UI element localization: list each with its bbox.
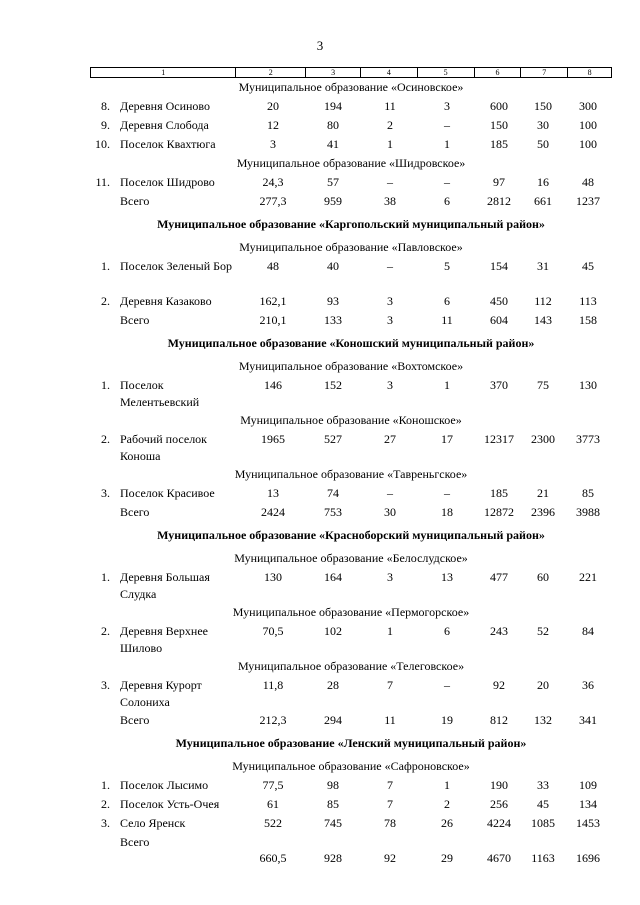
cell-col-5: – bbox=[444, 118, 450, 132]
row-number: 3. bbox=[101, 486, 110, 500]
cell-col-4: 92 bbox=[384, 851, 396, 865]
cell-col-5: 1 bbox=[444, 137, 450, 151]
cell-col-7: 52 bbox=[537, 624, 549, 638]
cell-col-6: 604 bbox=[490, 313, 508, 327]
table-row bbox=[0, 711, 640, 730]
cell-col-2: 130 bbox=[264, 570, 282, 584]
settlement-name: Всего bbox=[120, 313, 150, 327]
cell-col-3: 152 bbox=[324, 378, 342, 392]
cell-col-2: 660,5 bbox=[259, 851, 287, 865]
cell-col-3: 98 bbox=[327, 778, 339, 792]
cell-col-6: 92 bbox=[493, 678, 505, 692]
cell-col-2: 210,1 bbox=[259, 313, 287, 327]
cell-col-3: 40 bbox=[327, 259, 339, 273]
cell-col-6: 4670 bbox=[487, 851, 511, 865]
cell-col-5: 1 bbox=[444, 778, 450, 792]
cell-col-7: 2300 bbox=[531, 432, 555, 446]
cell-col-8: 3773 bbox=[576, 432, 600, 446]
cell-col-4: 7 bbox=[387, 778, 393, 792]
settlement-name: Всего bbox=[120, 713, 150, 727]
cell-col-7: 33 bbox=[537, 778, 549, 792]
settlement-name: Деревня Курорт Солониха bbox=[120, 678, 202, 709]
cell-col-3: 745 bbox=[324, 816, 342, 830]
row-number: 10. bbox=[95, 137, 110, 151]
cell-col-6: 4224 bbox=[487, 816, 511, 830]
cell-col-2: 12 bbox=[267, 118, 279, 132]
cell-col-7: 50 bbox=[537, 137, 549, 151]
settlement-name: Поселок Мелентьевский bbox=[120, 378, 200, 409]
municipality-heading bbox=[0, 154, 640, 173]
table-row bbox=[0, 257, 640, 292]
cell-col-7: 16 bbox=[537, 175, 549, 189]
settlement-name: Поселок Квахтюга bbox=[120, 137, 216, 151]
cell-col-4: 3 bbox=[387, 313, 393, 327]
row-number: 8. bbox=[101, 99, 110, 113]
cell-col-6: 370 bbox=[490, 378, 508, 392]
municipality-heading bbox=[0, 78, 640, 97]
row-number: 1. bbox=[101, 570, 110, 584]
cell-col-7: 60 bbox=[537, 570, 549, 584]
col-header-3: 3 bbox=[306, 68, 361, 77]
cell-col-5: 19 bbox=[441, 713, 453, 727]
settlement-name: Поселок Шидрово bbox=[120, 175, 215, 189]
table-row bbox=[0, 484, 640, 503]
heading-text: Муниципальное образование «Осиновское» bbox=[238, 80, 464, 94]
col-header-8: 8 bbox=[587, 68, 592, 77]
district-heading bbox=[0, 211, 640, 238]
heading-text: Муниципальное образование «Каргопольский муниципальный район» bbox=[157, 217, 545, 231]
cell-col-6: 154 bbox=[490, 259, 508, 273]
cell-col-2: 146 bbox=[264, 378, 282, 392]
cell-col-7: 661 bbox=[534, 194, 552, 208]
table-row bbox=[0, 430, 640, 465]
heading-text: Муниципальное образование «Тавреньгское» bbox=[234, 467, 468, 481]
cell-col-2: 11,8 bbox=[262, 678, 284, 692]
cell-col-8: 100 bbox=[579, 137, 597, 151]
municipality-heading bbox=[0, 549, 640, 568]
cell-col-3: 85 bbox=[327, 797, 339, 811]
cell-col-6: 2812 bbox=[487, 194, 511, 208]
cell-col-4: 11 bbox=[384, 713, 396, 727]
cell-col-4: – bbox=[387, 175, 393, 189]
cell-col-8: 221 bbox=[579, 570, 597, 584]
row-number: 9. bbox=[101, 118, 110, 132]
heading-text: Муниципальное образование «Сафроновское» bbox=[232, 759, 470, 773]
col-header-5: 5 bbox=[418, 68, 475, 77]
cell-col-2: 48 bbox=[267, 259, 279, 273]
cell-col-8: 341 bbox=[579, 713, 597, 727]
table-row bbox=[0, 814, 640, 833]
table-row bbox=[0, 833, 640, 868]
cell-col-7: 21 bbox=[537, 486, 549, 500]
cell-col-4: 78 bbox=[384, 816, 396, 830]
cell-col-2: 3 bbox=[270, 137, 276, 151]
cell-col-5: 11 bbox=[441, 313, 453, 327]
cell-col-4: 3 bbox=[387, 378, 393, 392]
heading-text: Муниципальное образование «Шидровское» bbox=[236, 156, 466, 170]
cell-col-5: 18 bbox=[441, 505, 453, 519]
cell-col-4: 38 bbox=[384, 194, 396, 208]
cell-col-8: 113 bbox=[579, 294, 597, 308]
cell-col-2: 61 bbox=[267, 797, 279, 811]
cell-col-2: 1965 bbox=[261, 432, 285, 446]
cell-col-8: 158 bbox=[579, 313, 597, 327]
table-row bbox=[0, 135, 640, 154]
cell-col-5: – bbox=[444, 175, 450, 189]
municipality-heading bbox=[0, 238, 640, 257]
settlement-name: Всего bbox=[120, 835, 150, 849]
cell-col-8: 45 bbox=[582, 259, 594, 273]
table-row bbox=[0, 173, 640, 192]
cell-col-7: 31 bbox=[537, 259, 549, 273]
cell-col-6: 812 bbox=[490, 713, 508, 727]
cell-col-8: 48 bbox=[582, 175, 594, 189]
heading-text: Муниципальное образование «Вохтомское» bbox=[238, 359, 464, 373]
cell-col-7: 1163 bbox=[531, 851, 555, 865]
settlement-name: Рабочий поселок Коноша bbox=[120, 432, 208, 463]
heading-text: Муниципальное образование «Ленский муниципальный район» bbox=[175, 736, 527, 750]
cell-col-5: 29 bbox=[441, 851, 453, 865]
cell-col-6: 97 bbox=[493, 175, 505, 189]
cell-col-7: 45 bbox=[537, 797, 549, 811]
cell-col-4: 2 bbox=[387, 118, 393, 132]
cell-col-8: 1696 bbox=[576, 851, 600, 865]
municipality-heading bbox=[0, 603, 640, 622]
cell-col-7: 150 bbox=[534, 99, 552, 113]
municipality-heading bbox=[0, 465, 640, 484]
cell-col-8: 300 bbox=[579, 99, 597, 113]
cell-col-4: 30 bbox=[384, 505, 396, 519]
row-number: 3. bbox=[101, 816, 110, 830]
cell-col-7: 75 bbox=[537, 378, 549, 392]
cell-col-8: 3988 bbox=[576, 505, 600, 519]
settlement-name: Всего bbox=[120, 194, 150, 208]
row-number: 1. bbox=[101, 259, 110, 273]
municipality-heading bbox=[0, 757, 640, 776]
cell-col-5: 17 bbox=[441, 432, 453, 446]
col-header-7: 7 bbox=[521, 68, 568, 77]
cell-col-6: 190 bbox=[490, 778, 508, 792]
cell-col-5: 6 bbox=[444, 294, 450, 308]
cell-col-6: 12872 bbox=[484, 505, 514, 519]
district-heading bbox=[0, 730, 640, 757]
cell-col-6: 185 bbox=[490, 137, 508, 151]
heading-text: Муниципальное образование «Телеговское» bbox=[237, 659, 465, 673]
heading-text: Муниципальное образование «Пермогорское» bbox=[232, 605, 470, 619]
table-row bbox=[0, 622, 640, 657]
cell-col-5: 2 bbox=[444, 797, 450, 811]
cell-col-3: 164 bbox=[324, 570, 342, 584]
col-header-2: 2 bbox=[236, 68, 306, 77]
cell-col-8: 84 bbox=[582, 624, 594, 638]
cell-col-2: 24,3 bbox=[262, 175, 284, 189]
cell-col-2: 20 bbox=[267, 99, 279, 113]
cell-col-2: 162,1 bbox=[259, 294, 287, 308]
cell-col-5: 5 bbox=[444, 259, 450, 273]
cell-col-2: 70,5 bbox=[262, 624, 284, 638]
cell-col-3: 80 bbox=[327, 118, 339, 132]
settlement-name: Поселок Усть-Очея bbox=[120, 797, 220, 811]
table-row bbox=[0, 795, 640, 814]
cell-col-7: 112 bbox=[534, 294, 552, 308]
col-header-6: 6 bbox=[475, 68, 522, 77]
cell-col-5: 3 bbox=[444, 99, 450, 113]
settlement-name: Деревня Казаково bbox=[120, 294, 212, 308]
cell-col-3: 928 bbox=[324, 851, 342, 865]
district-heading bbox=[0, 522, 640, 549]
cell-col-3: 57 bbox=[327, 175, 339, 189]
cell-col-7: 30 bbox=[537, 118, 549, 132]
settlement-name: Всего bbox=[120, 505, 150, 519]
column-number-header bbox=[90, 67, 612, 78]
table-row bbox=[0, 192, 640, 211]
cell-col-5: 6 bbox=[444, 194, 450, 208]
settlement-name: Село Яренск bbox=[120, 816, 186, 830]
table-row bbox=[0, 503, 640, 522]
cell-col-2: 212,3 bbox=[259, 713, 287, 727]
cell-col-8: 134 bbox=[579, 797, 597, 811]
cell-col-2: 2424 bbox=[261, 505, 285, 519]
row-number: 11. bbox=[95, 175, 110, 189]
settlement-name: Поселок Зеленый Бор bbox=[120, 259, 233, 273]
cell-col-6: 477 bbox=[490, 570, 508, 584]
municipality-heading bbox=[0, 657, 640, 676]
row-number: 1. bbox=[101, 378, 110, 392]
row-number: 2. bbox=[101, 797, 110, 811]
cell-col-8: 1237 bbox=[576, 194, 600, 208]
cell-col-4: 3 bbox=[387, 570, 393, 584]
cell-col-6: 243 bbox=[490, 624, 508, 638]
table-row bbox=[0, 116, 640, 135]
col-header-4: 4 bbox=[361, 68, 418, 77]
municipality-heading bbox=[0, 411, 640, 430]
page-number: 3 bbox=[316, 38, 324, 53]
cell-col-4: 7 bbox=[387, 797, 393, 811]
heading-text: Муниципальное образование «Павловское» bbox=[239, 240, 463, 254]
cell-col-3: 753 bbox=[324, 505, 342, 519]
cell-col-5: 26 bbox=[441, 816, 453, 830]
cell-col-7: 132 bbox=[534, 713, 552, 727]
cell-col-3: 294 bbox=[324, 713, 342, 727]
cell-col-5: – bbox=[444, 486, 450, 500]
district-heading bbox=[0, 330, 640, 357]
cell-col-3: 102 bbox=[324, 624, 342, 638]
cell-col-2: 277,3 bbox=[259, 194, 287, 208]
cell-col-3: 41 bbox=[327, 137, 339, 151]
table-row bbox=[0, 376, 640, 411]
cell-col-6: 185 bbox=[490, 486, 508, 500]
cell-col-4: 1 bbox=[387, 624, 393, 638]
cell-col-8: 100 bbox=[579, 118, 597, 132]
cell-col-5: 6 bbox=[444, 624, 450, 638]
cell-col-3: 959 bbox=[324, 194, 342, 208]
cell-col-6: 150 bbox=[490, 118, 508, 132]
municipality-heading bbox=[0, 357, 640, 376]
cell-col-8: 109 bbox=[579, 778, 597, 792]
cell-col-4: 7 bbox=[387, 678, 393, 692]
cell-col-3: 133 bbox=[324, 313, 342, 327]
heading-text: Муниципальное образование «Коношский муниципальный район» bbox=[167, 336, 535, 350]
settlement-name: Деревня Осиново bbox=[120, 99, 211, 113]
settlement-name: Деревня Верхнее Шилово bbox=[120, 624, 208, 655]
cell-col-8: 85 bbox=[582, 486, 594, 500]
table-row bbox=[0, 776, 640, 795]
cell-col-8: 130 bbox=[579, 378, 597, 392]
cell-col-4: 27 bbox=[384, 432, 396, 446]
row-number: 2. bbox=[101, 624, 110, 638]
cell-col-5: 1 bbox=[444, 378, 450, 392]
table-row bbox=[0, 568, 640, 603]
cell-col-4: 11 bbox=[384, 99, 396, 113]
heading-text: Муниципальное образование «Коношское» bbox=[240, 413, 462, 427]
cell-col-5: – bbox=[444, 678, 450, 692]
table-row bbox=[0, 97, 640, 116]
cell-col-7: 1085 bbox=[531, 816, 555, 830]
cell-col-3: 28 bbox=[327, 678, 339, 692]
row-number: 1. bbox=[101, 778, 110, 792]
cell-col-5: 13 bbox=[441, 570, 453, 584]
heading-text: Муниципальное образование «Белослудское» bbox=[234, 551, 468, 565]
settlement-name: Поселок Красивое bbox=[120, 486, 215, 500]
table-row bbox=[0, 676, 640, 711]
cell-col-4: 3 bbox=[387, 294, 393, 308]
cell-col-8: 36 bbox=[582, 678, 594, 692]
cell-col-3: 527 bbox=[324, 432, 342, 446]
cell-col-2: 77,5 bbox=[262, 778, 284, 792]
cell-col-6: 450 bbox=[490, 294, 508, 308]
cell-col-4: 1 bbox=[387, 137, 393, 151]
cell-col-7: 2396 bbox=[531, 505, 555, 519]
cell-col-2: 522 bbox=[264, 816, 282, 830]
cell-col-3: 194 bbox=[324, 99, 342, 113]
table-row bbox=[0, 292, 640, 311]
cell-col-4: – bbox=[387, 259, 393, 273]
table-row bbox=[0, 311, 640, 330]
cell-col-7: 20 bbox=[537, 678, 549, 692]
col-header-1: 1 bbox=[91, 68, 236, 77]
settlement-name: Деревня Слобода bbox=[120, 118, 209, 132]
settlement-name: Поселок Лысимо bbox=[120, 778, 209, 792]
row-number: 3. bbox=[101, 678, 110, 692]
cell-col-3: 74 bbox=[327, 486, 339, 500]
cell-col-6: 12317 bbox=[484, 432, 514, 446]
cell-col-8: 1453 bbox=[576, 816, 600, 830]
cell-col-2: 13 bbox=[267, 486, 279, 500]
cell-col-4: – bbox=[387, 486, 393, 500]
cell-col-3: 93 bbox=[327, 294, 339, 308]
heading-text: Муниципальное образование «Красноборский муниципальный район» bbox=[157, 528, 545, 542]
cell-col-6: 256 bbox=[490, 797, 508, 811]
settlement-name: Деревня Большая Слудка bbox=[120, 570, 210, 601]
row-number: 2. bbox=[101, 294, 110, 308]
cell-col-6: 600 bbox=[490, 99, 508, 113]
settlements-table-body bbox=[0, 78, 640, 868]
cell-col-7: 143 bbox=[534, 313, 552, 327]
row-number: 2. bbox=[101, 432, 110, 446]
